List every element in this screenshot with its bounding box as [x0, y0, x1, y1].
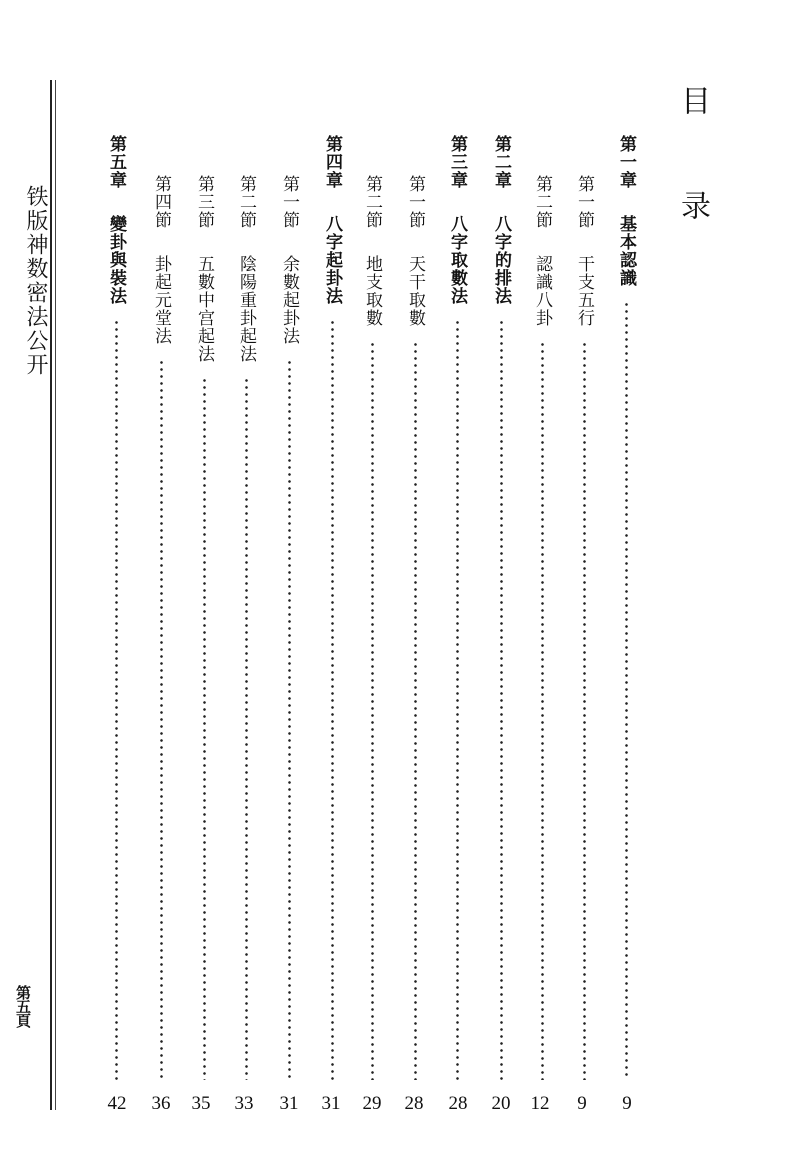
toc-entry-title: 地支取數 [362, 255, 382, 327]
toc-page-number: 9 [577, 1093, 587, 1114]
toc-entry[interactable] [275, 175, 305, 1080]
dot-leader [371, 341, 374, 1080]
dot-leader [288, 359, 291, 1080]
toc-entry-number: 第二節 [362, 175, 382, 229]
dot-leader [583, 341, 586, 1080]
toc-page-number: 12 [530, 1093, 550, 1114]
toc-entry[interactable] [487, 135, 517, 1080]
toc-entry-number: 第二節 [236, 175, 256, 229]
toc-entry[interactable] [443, 135, 473, 1080]
toc-entry-title: 卦起元堂法 [151, 255, 171, 345]
toc-entry[interactable] [102, 135, 132, 1080]
toc-entry-title: 基本認識 [616, 215, 636, 287]
book-title: 铁版神数密法公开 [23, 185, 48, 377]
toc-entry[interactable] [528, 175, 558, 1080]
toc-entry[interactable] [190, 175, 220, 1080]
toc-entry-title: 干支五行 [574, 255, 594, 327]
toc-entry-title: 八字的排法 [491, 215, 511, 305]
toc-entry[interactable] [570, 175, 600, 1080]
dot-leader [500, 319, 503, 1080]
toc-entry-title: 陰陽重卦起法 [236, 255, 256, 363]
toc-entry-number: 第二節 [532, 175, 552, 229]
toc-entry-number: 第四章 [322, 135, 342, 189]
toc-entry-title: 五數中宫起法 [194, 255, 214, 363]
toc-page-number: 42 [107, 1093, 127, 1114]
toc-entry-title: 八字起卦法 [322, 215, 342, 305]
dot-leader [414, 341, 417, 1080]
toc-entry-number: 第一節 [405, 175, 425, 229]
toc-entry[interactable] [318, 135, 348, 1080]
toc-entry-number: 第三節 [194, 175, 214, 229]
toc-entry-title: 余數起卦法 [279, 255, 299, 345]
dot-leader [331, 319, 334, 1080]
toc-entry[interactable] [147, 175, 177, 1080]
toc-page-number: 35 [191, 1093, 211, 1114]
toc-entry-number: 第一節 [574, 175, 594, 229]
toc-entry-number: 第四節 [151, 175, 171, 229]
toc-entry-number: 第三章 [447, 135, 467, 189]
toc-entry-title: 八字取數法 [447, 215, 467, 305]
toc-entry-number: 第一節 [279, 175, 299, 229]
toc-entry[interactable] [232, 175, 262, 1080]
toc-entry-number: 第一章 [616, 135, 636, 189]
dot-leader [115, 319, 118, 1080]
dot-leader [203, 377, 206, 1080]
page-marker: 第五頁 [14, 985, 32, 1027]
toc-page-number: 29 [362, 1093, 382, 1114]
toc-entry[interactable] [358, 175, 388, 1080]
dot-leader [245, 377, 248, 1080]
toc-page-number: 28 [404, 1093, 424, 1114]
toc-entry-title: 天干取數 [405, 255, 425, 327]
toc-page-number: 28 [448, 1093, 468, 1114]
toc-page-number: 33 [234, 1093, 254, 1114]
margin-rule-inner [55, 80, 56, 1110]
dot-leader [541, 341, 544, 1080]
toc-entry[interactable] [612, 135, 642, 1080]
toc-entry-title: 變卦與裝法 [106, 215, 126, 305]
toc-entry[interactable] [401, 175, 431, 1080]
toc-page-number: 20 [491, 1093, 511, 1114]
dot-leader [160, 359, 163, 1080]
toc-entry-title: 認識八卦 [532, 255, 552, 327]
toc-page-number: 9 [622, 1093, 632, 1114]
dot-leader [625, 301, 628, 1080]
toc-heading: 目 录 [675, 85, 710, 240]
toc-page-number: 36 [151, 1093, 171, 1114]
toc-page-number: 31 [279, 1093, 299, 1114]
toc-page-number: 31 [321, 1093, 341, 1114]
toc-entry-number: 第二章 [491, 135, 511, 189]
dot-leader [456, 319, 459, 1080]
toc-entry-number: 第五章 [106, 135, 126, 189]
